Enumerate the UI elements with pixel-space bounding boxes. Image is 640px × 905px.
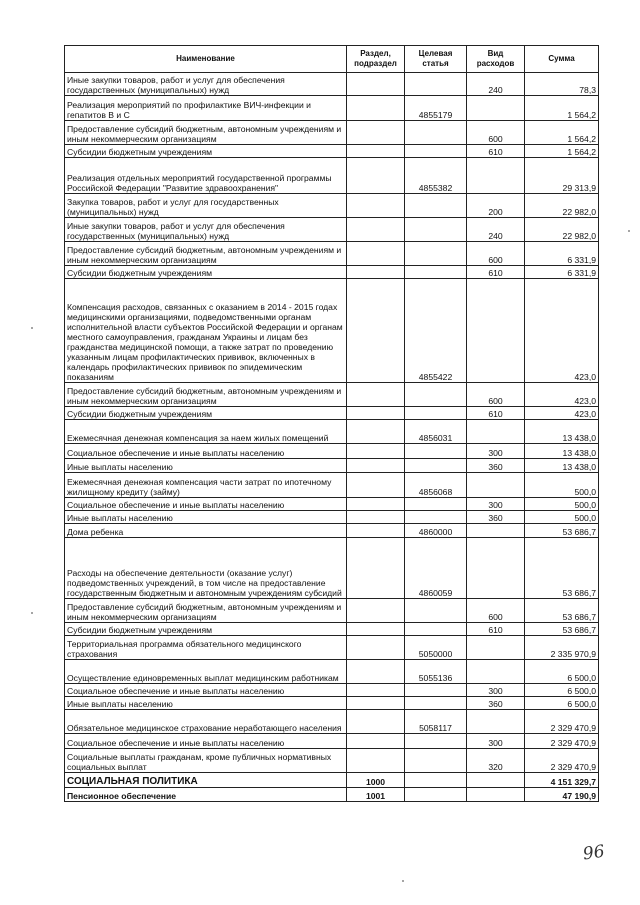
row-article xyxy=(405,145,467,158)
row-section xyxy=(347,145,405,158)
table-row xyxy=(65,383,599,407)
row-name: Субсидии бюджетным учреждениям xyxy=(65,266,347,279)
row-section xyxy=(347,279,405,383)
row-name: Субсидии бюджетным учреждениям xyxy=(65,145,347,158)
row-kind xyxy=(467,636,525,660)
table-header-row xyxy=(65,46,599,73)
row-section xyxy=(347,242,405,266)
row-sum: 29 313,9 xyxy=(525,158,599,194)
table-row xyxy=(65,524,599,538)
row-sum: 6 500,0 xyxy=(525,684,599,697)
row-kind xyxy=(467,538,525,599)
row-sum: 2 335 970,9 xyxy=(525,636,599,660)
row-section xyxy=(347,420,405,444)
row-sum: 22 982,0 xyxy=(525,218,599,242)
row-article xyxy=(405,218,467,242)
row-kind xyxy=(467,158,525,194)
row-kind: 610 xyxy=(467,407,525,420)
row-section xyxy=(347,511,405,524)
row-name: Субсидии бюджетным учреждениям xyxy=(65,407,347,420)
row-kind: 610 xyxy=(467,266,525,279)
row-name: Субсидии бюджетным учреждениям xyxy=(65,623,347,636)
row-sum: 53 686,7 xyxy=(525,538,599,599)
row-section xyxy=(347,623,405,636)
table-row xyxy=(65,218,599,242)
table-row xyxy=(65,538,599,599)
row-section xyxy=(347,383,405,407)
row-name: Предоставление субсидий бюджетным, автономным учреждениям и иным некоммерческим организациям xyxy=(65,599,347,623)
page-number: 96 xyxy=(581,841,606,865)
row-name: Иные закупки товаров, работ и услуг для обеспечения государственных (муниципальных) нужд xyxy=(65,218,347,242)
row-section xyxy=(347,524,405,538)
row-name: Предоставление субсидий бюджетным, автономным учреждениям и иным некоммерческим организациям xyxy=(65,242,347,266)
table-row xyxy=(65,660,599,684)
table-row xyxy=(65,473,599,498)
scan-speck xyxy=(31,327,33,329)
row-article: 5050000 xyxy=(405,636,467,660)
row-article xyxy=(405,623,467,636)
row-sum: 53 686,7 xyxy=(525,623,599,636)
row-article: 4855382 xyxy=(405,158,467,194)
row-article: 4860000 xyxy=(405,524,467,538)
row-sum: 2 329 470,9 xyxy=(525,734,599,749)
table-row xyxy=(65,407,599,420)
table-row xyxy=(65,498,599,511)
row-kind: 240 xyxy=(467,73,525,96)
row-sum: 1 564,2 xyxy=(525,96,599,121)
row-kind: 600 xyxy=(467,121,525,145)
table-row xyxy=(65,266,599,279)
row-sum: 6 500,0 xyxy=(525,660,599,684)
row-sum: 13 438,0 xyxy=(525,459,599,473)
row-article xyxy=(405,749,467,773)
row-section xyxy=(347,636,405,660)
row-sum: 500,0 xyxy=(525,498,599,511)
table-row xyxy=(65,194,599,218)
budget-table xyxy=(64,45,599,802)
row-article xyxy=(405,444,467,459)
row-name: Ежемесячная денежная компенсация части затрат по ипотечному жилищному кредиту (займу) xyxy=(65,473,347,498)
row-section xyxy=(347,684,405,697)
row-sum: 4 151 329,7 xyxy=(525,773,599,788)
table-row xyxy=(65,788,599,802)
row-sum: 423,0 xyxy=(525,407,599,420)
row-article xyxy=(405,194,467,218)
row-section xyxy=(347,697,405,710)
row-section xyxy=(347,473,405,498)
row-kind xyxy=(467,710,525,734)
row-article: 4856031 xyxy=(405,420,467,444)
row-name: Иные закупки товаров, работ и услуг для обеспечения государственных (муниципальных) нужд xyxy=(65,73,347,96)
row-name: Компенсация расходов, связанных с оказанием в 2014 - 2015 годах медицинскими организациями, подведомственными органам исполнительной власти субъектов Российской Федерации и органам местного самоуправления, гражданам Украины и лицам без гражданства медицинской помощи, а также затрат по проведению указанным лицам профилактических прививок, включенных в календарь профилактических прививок по эпидемическим показаниям xyxy=(65,279,347,383)
row-sum: 53 686,7 xyxy=(525,599,599,623)
row-article xyxy=(405,242,467,266)
row-sum: 2 329 470,9 xyxy=(525,710,599,734)
table-row xyxy=(65,697,599,710)
row-article xyxy=(405,697,467,710)
row-kind: 300 xyxy=(467,734,525,749)
row-kind xyxy=(467,773,525,788)
row-article: 4855422 xyxy=(405,279,467,383)
row-section xyxy=(347,459,405,473)
row-name: Предоставление субсидий бюджетным, автономным учреждениям и иным некоммерческим организациям xyxy=(65,121,347,145)
row-section xyxy=(347,749,405,773)
row-sum: 2 329 470,9 xyxy=(525,749,599,773)
row-name: Дома ребенка xyxy=(65,524,347,538)
row-name: СОЦИАЛЬНАЯ ПОЛИТИКА xyxy=(65,773,347,788)
row-kind: 320 xyxy=(467,749,525,773)
table-row xyxy=(65,444,599,459)
scan-speck xyxy=(628,230,630,232)
row-kind: 300 xyxy=(467,498,525,511)
row-sum: 78,3 xyxy=(525,73,599,96)
row-name: Социальное обеспечение и иные выплаты населению xyxy=(65,444,347,459)
row-section xyxy=(347,599,405,623)
table-body xyxy=(65,73,599,802)
row-name: Реализация отдельных мероприятий государственной программы Российской Федерации "Развитие здравоохранения" xyxy=(65,158,347,194)
table-row xyxy=(65,121,599,145)
row-sum: 53 686,7 xyxy=(525,524,599,538)
row-name: Социальные выплаты гражданам, кроме публичных нормативных социальных выплат xyxy=(65,749,347,773)
row-section xyxy=(347,218,405,242)
row-name: Социальное обеспечение и иные выплаты населению xyxy=(65,498,347,511)
row-kind xyxy=(467,96,525,121)
row-article xyxy=(405,121,467,145)
header-kind: Вид расходов xyxy=(467,46,525,73)
row-article xyxy=(405,788,467,802)
row-name: Предоставление субсидий бюджетным, автономным учреждениям и иным некоммерческим организациям xyxy=(65,383,347,407)
scan-speck xyxy=(402,880,404,882)
row-section xyxy=(347,734,405,749)
row-article xyxy=(405,73,467,96)
row-kind: 360 xyxy=(467,697,525,710)
row-kind xyxy=(467,524,525,538)
row-section xyxy=(347,660,405,684)
row-article: 5058117 xyxy=(405,710,467,734)
row-section xyxy=(347,444,405,459)
table-row xyxy=(65,710,599,734)
row-article xyxy=(405,684,467,697)
row-kind xyxy=(467,279,525,383)
row-name: Иные выплаты населению xyxy=(65,697,347,710)
row-article: 5055136 xyxy=(405,660,467,684)
table-row xyxy=(65,96,599,121)
row-sum: 500,0 xyxy=(525,473,599,498)
row-article xyxy=(405,266,467,279)
row-article xyxy=(405,498,467,511)
row-name: Территориальная программа обязательного медицинского страхования xyxy=(65,636,347,660)
row-kind: 200 xyxy=(467,194,525,218)
row-name: Обязательное медицинское страхование неработающего населения xyxy=(65,710,347,734)
row-sum: 423,0 xyxy=(525,383,599,407)
row-article: 4856068 xyxy=(405,473,467,498)
table-row xyxy=(65,749,599,773)
row-kind: 360 xyxy=(467,511,525,524)
row-section: 1001 xyxy=(347,788,405,802)
row-sum: 13 438,0 xyxy=(525,444,599,459)
row-name: Иные выплаты населению xyxy=(65,511,347,524)
row-section xyxy=(347,266,405,279)
table-row xyxy=(65,684,599,697)
row-kind: 600 xyxy=(467,599,525,623)
scan-speck xyxy=(31,612,33,614)
row-sum: 6 331,9 xyxy=(525,242,599,266)
row-kind: 600 xyxy=(467,242,525,266)
header-article: Целевая статья xyxy=(405,46,467,73)
table-row xyxy=(65,623,599,636)
table-row xyxy=(65,773,599,788)
row-article xyxy=(405,773,467,788)
row-article: 4855179 xyxy=(405,96,467,121)
row-name: Осуществление единовременных выплат медицинским работникам xyxy=(65,660,347,684)
row-sum: 47 190,9 xyxy=(525,788,599,802)
table-row xyxy=(65,242,599,266)
row-kind: 300 xyxy=(467,444,525,459)
row-sum: 1 564,2 xyxy=(525,145,599,158)
table-row xyxy=(65,636,599,660)
table-row xyxy=(65,158,599,194)
row-section xyxy=(347,73,405,96)
row-name: Закупка товаров, работ и услуг для государственных (муниципальных) нужд xyxy=(65,194,347,218)
table-row xyxy=(65,734,599,749)
header-name: Наименование xyxy=(65,46,347,73)
table-row xyxy=(65,73,599,96)
row-sum: 1 564,2 xyxy=(525,121,599,145)
row-sum: 6 500,0 xyxy=(525,697,599,710)
row-article xyxy=(405,599,467,623)
row-section xyxy=(347,407,405,420)
table-row xyxy=(65,420,599,444)
row-section xyxy=(347,121,405,145)
row-section: 1000 xyxy=(347,773,405,788)
row-kind: 300 xyxy=(467,684,525,697)
row-kind xyxy=(467,660,525,684)
row-section xyxy=(347,498,405,511)
row-section xyxy=(347,194,405,218)
row-name: Иные выплаты населению xyxy=(65,459,347,473)
row-article: 4860059 xyxy=(405,538,467,599)
table-row xyxy=(65,279,599,383)
row-article xyxy=(405,511,467,524)
header-sum: Сумма xyxy=(525,46,599,73)
row-article xyxy=(405,734,467,749)
row-name: Пенсионное обеспечение xyxy=(65,788,347,802)
row-article xyxy=(405,407,467,420)
table-row xyxy=(65,511,599,524)
row-section xyxy=(347,538,405,599)
row-kind: 610 xyxy=(467,145,525,158)
row-article xyxy=(405,459,467,473)
row-kind xyxy=(467,788,525,802)
row-sum: 423,0 xyxy=(525,279,599,383)
table-row xyxy=(65,459,599,473)
row-name: Социальное обеспечение и иные выплаты населению xyxy=(65,684,347,697)
row-name: Реализация мероприятий по профилактике ВИЧ-инфекции и гепатитов В и С xyxy=(65,96,347,121)
row-sum: 500,0 xyxy=(525,511,599,524)
table-row xyxy=(65,145,599,158)
row-section xyxy=(347,158,405,194)
row-sum: 22 982,0 xyxy=(525,194,599,218)
row-name: Ежемесячная денежная компенсация за наем жилых помещений xyxy=(65,420,347,444)
row-kind: 240 xyxy=(467,218,525,242)
row-kind xyxy=(467,420,525,444)
row-section xyxy=(347,710,405,734)
row-name: Социальное обеспечение и иные выплаты населению xyxy=(65,734,347,749)
row-kind: 610 xyxy=(467,623,525,636)
table-row xyxy=(65,599,599,623)
row-section xyxy=(347,96,405,121)
row-name: Расходы на обеспечение деятельности (оказание услуг) подведомственных учреждений, в том числе на предоставление государственным бюджетным и автономным учреждениям субсидий xyxy=(65,538,347,599)
row-article xyxy=(405,383,467,407)
row-kind: 360 xyxy=(467,459,525,473)
row-sum: 6 331,9 xyxy=(525,266,599,279)
header-section: Раздел, подраздел xyxy=(347,46,405,73)
row-kind: 600 xyxy=(467,383,525,407)
row-sum: 13 438,0 xyxy=(525,420,599,444)
row-kind xyxy=(467,473,525,498)
